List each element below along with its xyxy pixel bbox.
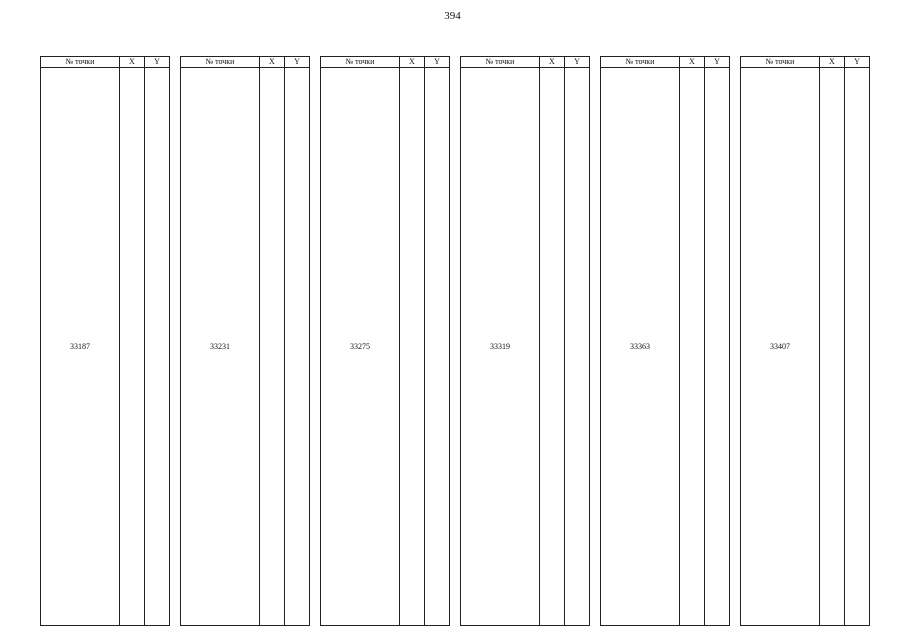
column-header-x: X	[539, 57, 564, 68]
point-number: 33187	[41, 68, 120, 626]
coordinate-table	[180, 56, 310, 626]
column-header-y: Y	[144, 57, 169, 68]
page-number: 394	[444, 10, 461, 22]
column-header-y: Y	[424, 57, 449, 68]
column-header-y: Y	[564, 57, 589, 68]
coordinate-table	[320, 56, 450, 626]
column-header-x: X	[259, 57, 284, 68]
column-header-point: № точки	[41, 57, 120, 68]
column-header-x: X	[679, 57, 704, 68]
coordinate-tables	[40, 56, 880, 626]
coordinate-table	[460, 56, 590, 626]
point-number: 33275	[321, 68, 400, 626]
point-number: 33407	[741, 68, 820, 626]
column-header-y: Y	[284, 57, 309, 68]
column-header-x: X	[819, 57, 844, 68]
column-header-point: № точки	[181, 57, 260, 68]
column-header-x: X	[399, 57, 424, 68]
column-header-point: № точки	[461, 57, 540, 68]
coordinate-table	[40, 56, 170, 626]
column-header-y: Y	[844, 57, 869, 68]
column-header-point: № точки	[741, 57, 820, 68]
point-number: 33319	[461, 68, 540, 626]
column-header-point: № точки	[321, 57, 400, 68]
column-header-y: Y	[704, 57, 729, 68]
coordinate-table	[600, 56, 730, 626]
point-number: 33363	[601, 68, 680, 626]
column-header-x: X	[119, 57, 144, 68]
point-number: 33231	[181, 68, 260, 626]
column-header-point: № точки	[601, 57, 680, 68]
coordinate-table	[740, 56, 870, 626]
